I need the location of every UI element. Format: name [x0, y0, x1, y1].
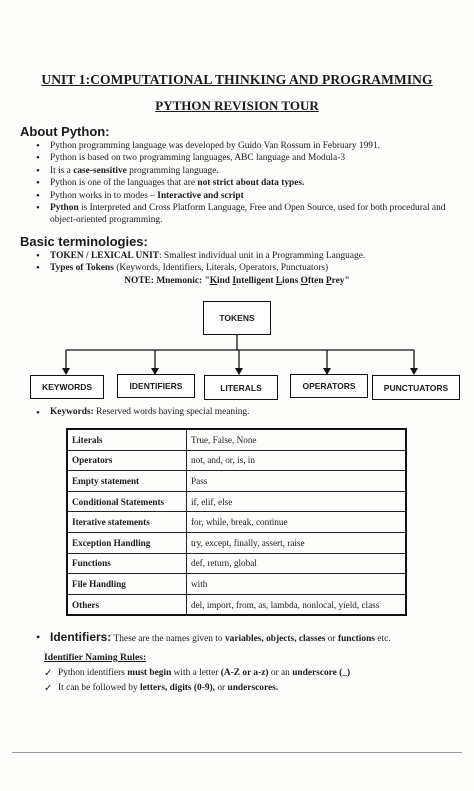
text-run: must begin [127, 668, 172, 678]
text-run: or an [268, 668, 293, 678]
text-run: Interactive and script [157, 190, 244, 201]
operators-box: OPERATORS [290, 374, 368, 398]
keywords-cell: del, import, from, as, lambda, nonlocal, yield, class [187, 594, 407, 615]
text-run: Python [50, 203, 79, 214]
identifiers-line [34, 630, 391, 644]
identifiers-lead: Identifiers: [50, 630, 112, 644]
mnemonic-key-letter: I [232, 276, 237, 286]
keywords-table [66, 428, 407, 616]
text-run: underscores. [227, 683, 279, 693]
table-row [67, 574, 406, 595]
mnemonic-prefix: NOTE: Mnemonic: " [124, 276, 210, 286]
text-run: It can be followed by [58, 683, 141, 693]
mnemonic-word-rest: ions [282, 276, 301, 286]
category-cell: Empty statement [67, 471, 187, 492]
text-run: Types of Tokens [50, 263, 114, 274]
keywords-cell: def, return, global [187, 553, 407, 574]
text-run: letters, digits (0-9), [140, 683, 215, 693]
text-run: is Interpreted and Cross Platform Language, Free and Open Source, used for both procedural and object-oriented programming. [50, 203, 446, 226]
text-run: Python identifiers [58, 668, 128, 678]
text-run: (A-Z or a-z) [220, 668, 269, 678]
keywords-lead: Keywords: [50, 407, 94, 417]
category-cell: File Handling [67, 574, 187, 595]
text-run: or [325, 634, 338, 644]
keywords-cell: Pass [187, 471, 407, 492]
text-run: functions [337, 634, 375, 644]
table-row [67, 471, 406, 492]
text-run: etc. [374, 634, 391, 644]
category-cell: Operators [67, 450, 187, 471]
text-run: programming language. [126, 165, 219, 176]
keywords-cell: if, elif, else [187, 491, 407, 512]
mnemonic-suffix: " [344, 276, 350, 286]
text-run: with a letter [171, 668, 221, 678]
table-row [67, 532, 406, 553]
punctuators-box: PUNCTUATORS [372, 375, 460, 400]
text-run: variables, objects, classes [224, 634, 326, 644]
keywords-cell: True, False, None [187, 429, 407, 450]
category-cell: Literals [67, 429, 187, 450]
category-cell: Iterative statements [67, 512, 187, 533]
table-row [67, 429, 406, 450]
category-cell: Functions [67, 553, 187, 574]
mnemonic-key-letter: P [325, 276, 332, 286]
text-run: underscore (_) [292, 668, 351, 678]
category-cell: Exception Handling [67, 532, 187, 553]
literals-box: LITERALS [204, 375, 278, 400]
text-run: case-sensitive [73, 165, 127, 176]
table-row [67, 491, 406, 512]
text-run: Python is based on two programming languages, ABC language and Modula-3 [50, 153, 346, 164]
text-run: Python is one of the languages that are [50, 178, 198, 189]
identifiers-box: IDENTIFIERS [117, 374, 195, 398]
table-row [67, 594, 406, 615]
identifiers-desc [111, 634, 390, 644]
text-run: These are the names given to [111, 634, 225, 644]
text-run: Python programming language was developed by Guido Van Rossum in February 1991. [50, 141, 380, 151]
about-heading: About Python: [20, 124, 110, 139]
keywords-cell: with [187, 574, 407, 595]
text-run: (Keywords, Identifiers, Literals, Operators, Punctuators) [113, 263, 329, 274]
mnemonic-key-letter: O [300, 276, 308, 286]
mnemonic-word-rest: ften [307, 276, 326, 286]
category-cell: Conditional Statements [67, 491, 187, 512]
basic-heading: Basic terminologies: [20, 234, 148, 249]
keywords-desc: Reserved words having special meaning. [93, 407, 250, 417]
tokens-root-box: TOKENS [203, 301, 271, 335]
mnemonic-word-rest: rey [331, 276, 345, 286]
mnemonic-key-letter: L [275, 276, 283, 286]
text-run: Python works in to modes – [50, 190, 158, 201]
table-row [67, 553, 406, 574]
table-row [67, 450, 406, 471]
mnemonic-word-rest: ind [216, 276, 233, 286]
text-run: or [215, 683, 228, 693]
keywords-cell: for, while, break, continue [187, 512, 407, 533]
sub-title: PYTHON REVISION TOUR [155, 98, 319, 113]
mnemonic-word-rest: ntelligent [236, 276, 276, 286]
keywords-cell: not, and, or, is, in [187, 450, 407, 471]
mnemonic-key-letter: K [209, 276, 217, 286]
category-cell: Others [67, 594, 187, 615]
unit-title: UNIT 1:COMPUTATIONAL THINKING AND PROGRAMMING [41, 72, 433, 87]
text-run: not strict about data types. [197, 178, 305, 189]
identifier-rule [44, 666, 350, 681]
identifier-rule [44, 681, 350, 696]
text-run: TOKEN / LEXICAL UNIT [50, 251, 159, 261]
text-run: It is a [50, 165, 74, 176]
table-row [67, 512, 406, 533]
keywords-box: KEYWORDS [30, 375, 104, 399]
identifier-rules-list [44, 666, 350, 696]
identifier-rules-heading: Identifier Naming Rules: [44, 652, 147, 663]
page-bottom-rule [12, 752, 462, 753]
text-run: : Smallest individual unit in a Programming Language. [158, 251, 366, 261]
keywords-cell: try, except, finally, assert, raise [187, 532, 407, 553]
keywords-line [34, 407, 249, 417]
